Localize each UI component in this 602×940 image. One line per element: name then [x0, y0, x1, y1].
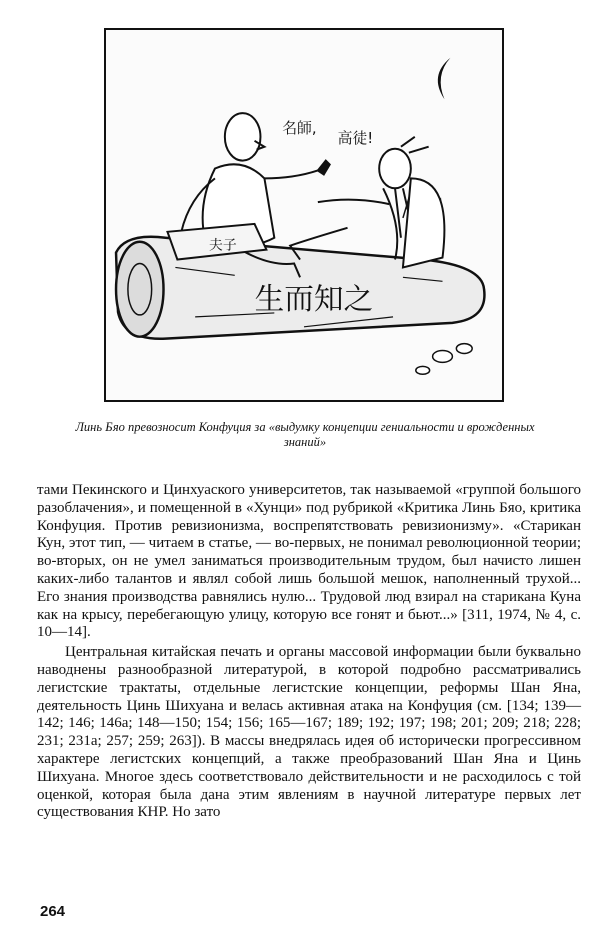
- cartoon-illustration: [104, 28, 504, 402]
- body-text: [37, 482, 581, 822]
- speech-left: 名師,: [282, 119, 317, 137]
- cartoon-drawing: [106, 30, 502, 400]
- book-text: 夫子: [209, 237, 237, 254]
- paragraph-2: Центральная китайская печать и органы массовой информации были буквально наводнены разнообразной литературой, в которой подробно рассматривались легистские трактаты, отдельные легистские концепции, реформы Шан Яна, деятельность Цинь Шихуана и велась активная атака на Конфуция (см. [134; 139—142; 146; 146а; 148—150; 154; 156; 165—167; 189; 192; 197; 198; 201; 209; 218; 228; 231; 231а; 257; 259; 263]). В массы внедрялась идея об исторически прогрессивном характере легистских концепций, а также преобразований Шан Яна и Цинь Шихуана. Многое здесь соответствовало действительности и не расходилось с той оценкой, которая была дана этим явлениям в научной литературе первых лет существования КНР. Но зато: [37, 644, 581, 821]
- pebbles: [416, 344, 472, 375]
- log-inscription: 生而知之: [254, 280, 374, 316]
- right-figure: [290, 137, 444, 268]
- moon-shape: [438, 58, 451, 100]
- page-number: 264: [40, 903, 66, 920]
- figure-caption: Линь Бяо превозносит Конфуция за «выдумку концепции гениальности и врожденных знаний»: [75, 420, 535, 449]
- paragraph-1: тами Пекинского и Цинхуаского университетов, так называемой «группой большого разоблачения», и помещенной в «Хунци» под рубрикой «Критика Линь Бяо, критика Конфуция. Против ревизионизма, воспрепятствовать ревизионизму». «Старикан Кун, этот тип, — читаем в статье, — во-первых, не понимал революционной теории; во-вторых, он не умел заниматься производительным трудом, был начисто лишен каких-либо талантов и являл собой лишь большой мешок, наполненный трухой... Его знания производства равнялись нулю... Трудовой люд взирал на старикана Куна как на крысу, перебегающую улицу, которую все гонят и бьют...» [311, 1974, № 4, с. 10—14].: [37, 482, 581, 641]
- speech-right: 高徒!: [337, 129, 374, 147]
